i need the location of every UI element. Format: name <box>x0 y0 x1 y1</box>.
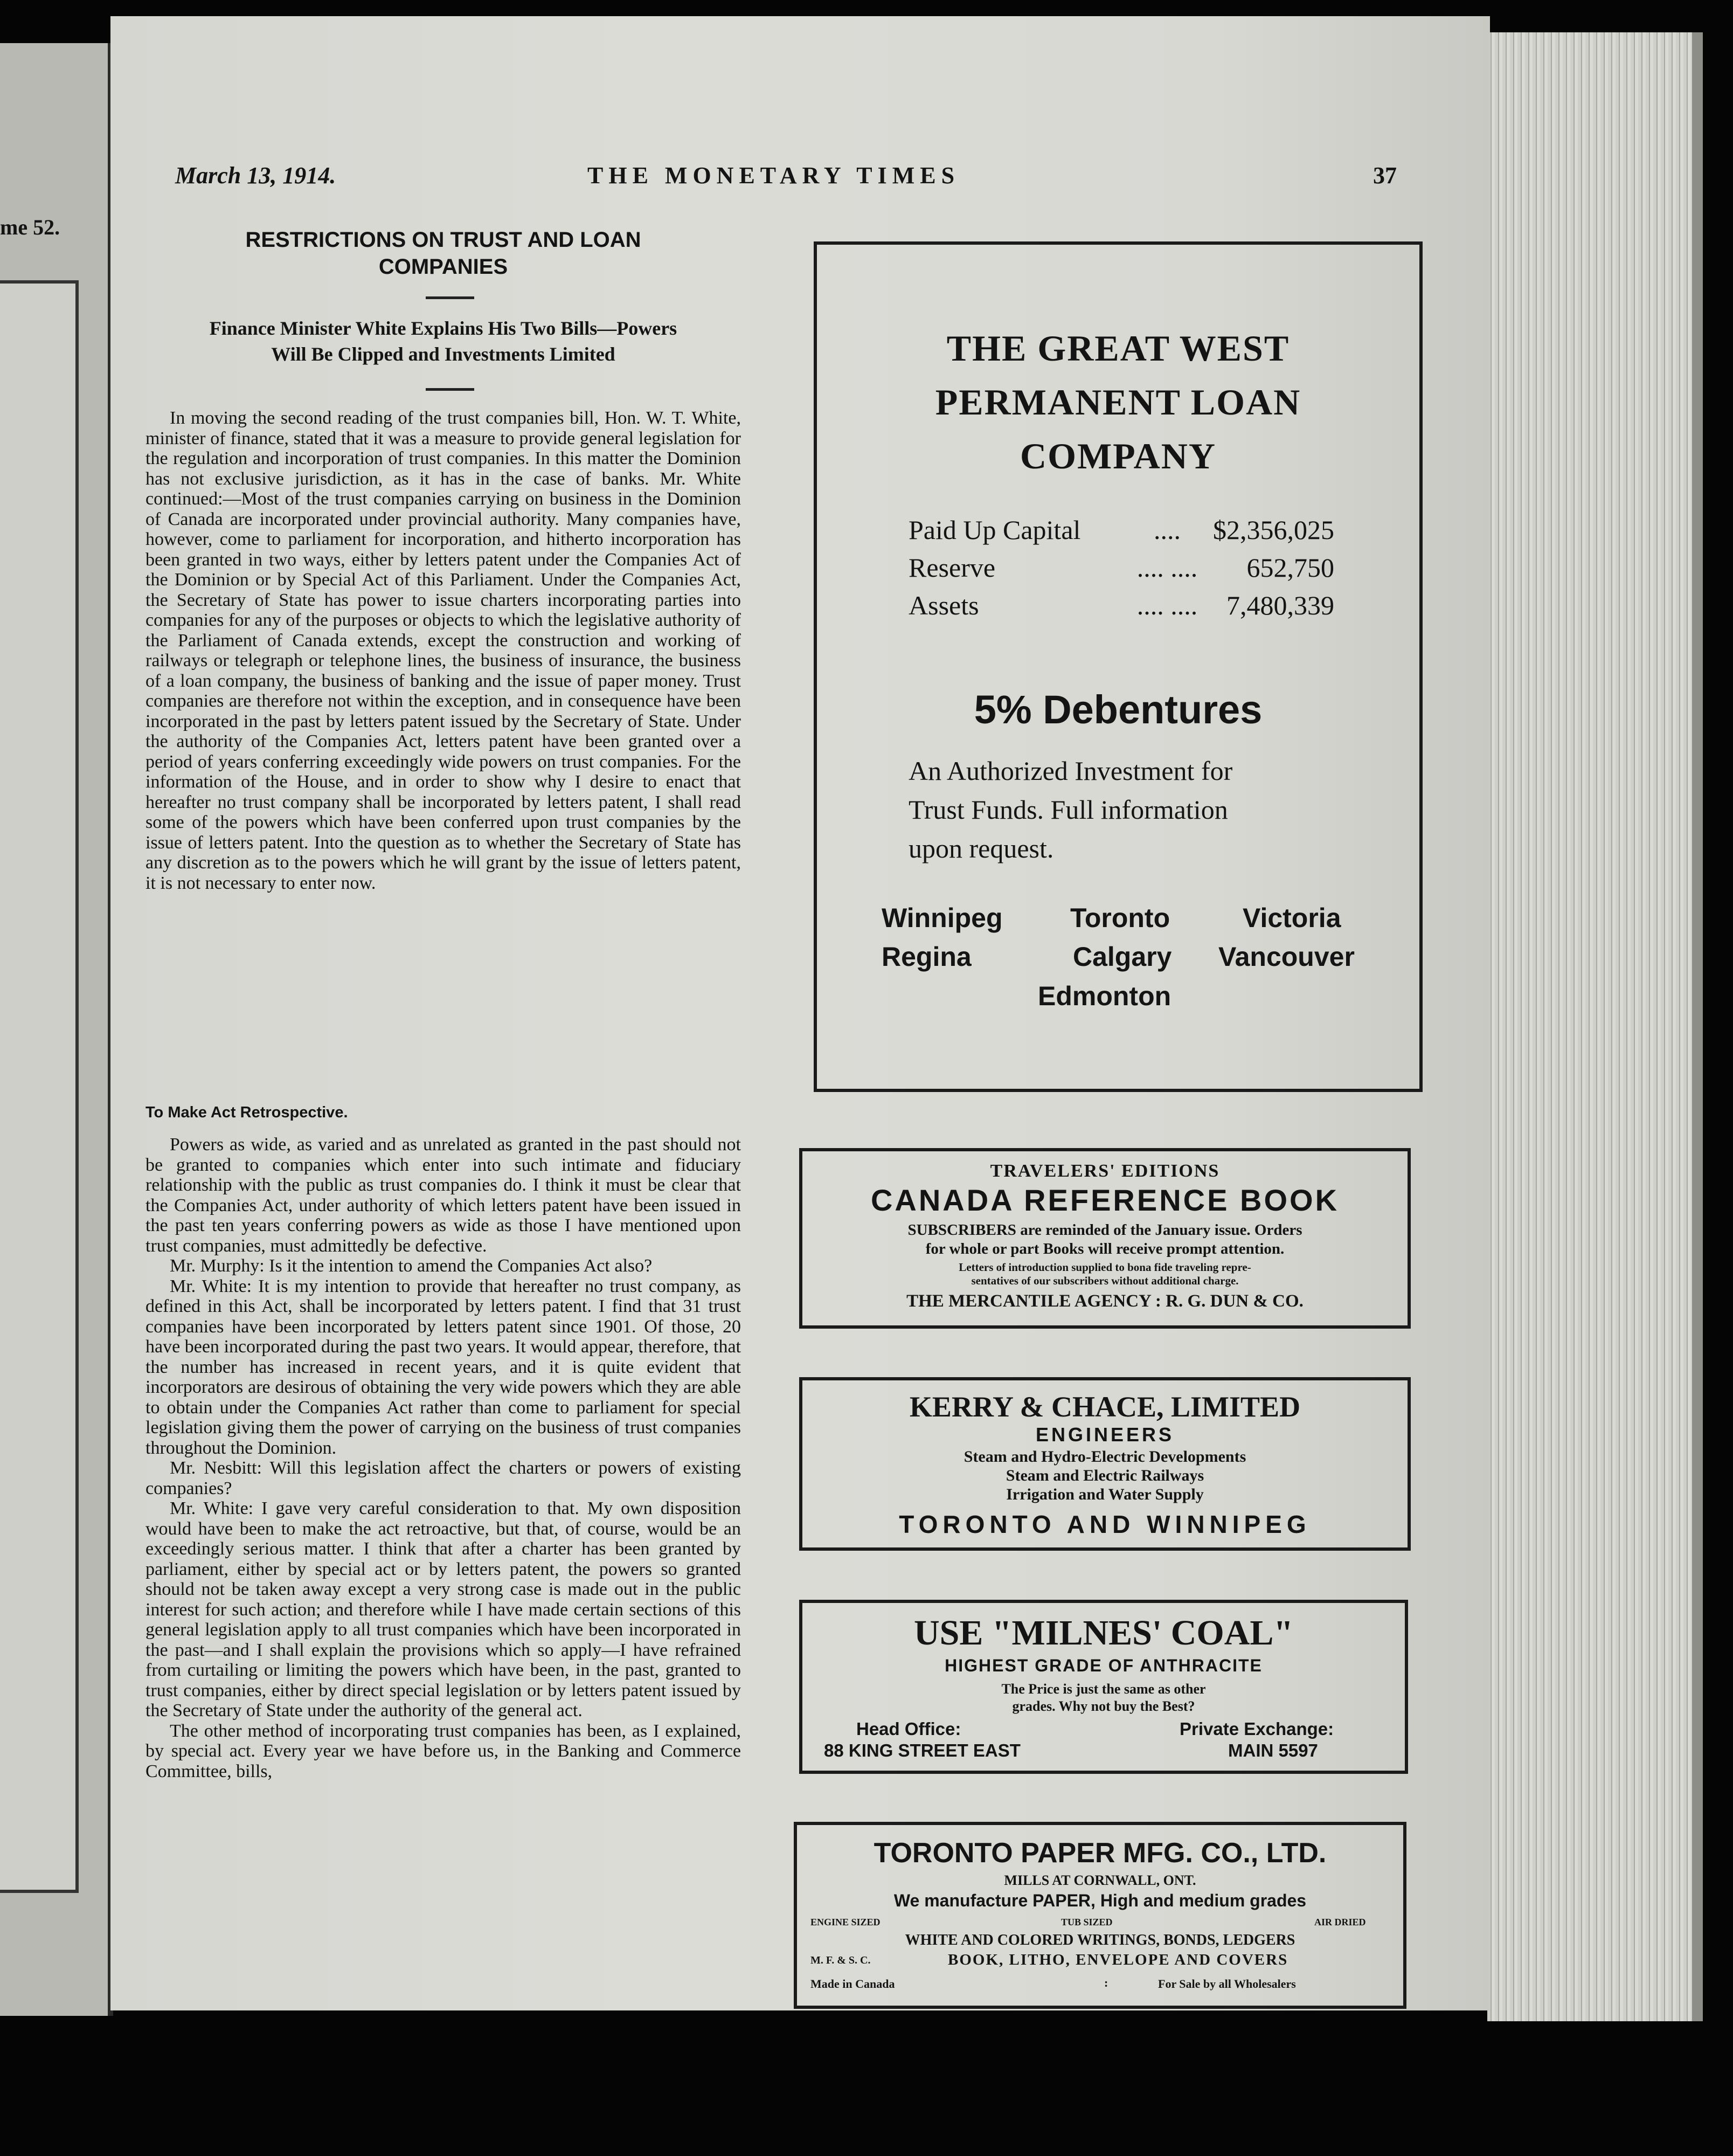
article-paragraph: In moving the second reading of the trust companies bill, Hon. W. T. White, minister of finance, stated that it was a measure to provide general legislation for the regulation and incorporation of trust companies. In this matter the Dominion has not exclusive jurisdiction, as it has in the case of banks. Mr. White continued:—Most of the trust companies carrying on business in the Dominion of Canada are incorporated under provincial authority. Many companies have, however, come to parliament for incorporation, and hitherto incorporation has been granted in two ways, either by letters patent under the Companies Act of the Dominion or by Special Act of this Parliament. Under the Companies Act, the Secretary of State has power to issue charters incorporating parties into companies for any of the purposes or objects to which the legislative authority of the Parliament of Canada extends, except the construction and working of railways or telegraph or telephone lines, the business of insurance, the business of a loan company, the business of banking and the issue of paper money. Trust companies are therefore not within the exception, and in consequence have been incorporated in the past by letters patent issued by the Secretary of State. Under the authority of the Companies Act, letters patent have been granted over a period of years conferring exceedingly wide powers on trust companies. For the information of the House, and in order to show why I desire to enact that hereafter no trust company shall be incorporated by letters patent, I shall read some of the powers which have been conferred upon trust companies by the issue of letters patent. Into the question as to whether the Secretary of State has any discretion as to the powers which he will grant by the issue of letters patent, it is not necessary to enter now. <box>145 408 741 893</box>
toronto-paper-ad <box>794 1822 1406 2009</box>
financial-value: 652,750 <box>1246 552 1334 583</box>
article-paragraph: Mr. Murphy: Is it the intention to amend the Companies Act also? <box>170 1256 653 1276</box>
ad-line: TRAVELERS' EDITIONS <box>990 1161 1220 1181</box>
previous-page-label: me 52. <box>0 215 60 239</box>
leader-dots: .... <box>1154 515 1181 545</box>
article-paragraph: Mr. White: I gave very careful consideration to that. My own disposition would have been to make the act retroactive, but that, of course, would be an exceedingly serious matter. I think that after a charter has been granted by parliament, either by special act or by letters patent, the powers so granted should not be taken away except a very strong case is made out in the public interest for such action; and therefore while I have made certain sections of this general legislation apply to all trust companies which have been incorporated in the past—and I shall explain the provisions which so apply—I have refrained from curtailing or limiting the powers which have been, in the past, granted to trust companies, either by direct special legislation or by letters patent issued by the Secretary of State under the authority of the general act. <box>145 1498 741 1720</box>
grade-label: AIR DRIED <box>1314 1917 1366 1927</box>
city-name: Regina <box>882 942 972 972</box>
ad-line: MILLS AT CORNWALL, ONT. <box>1004 1872 1196 1888</box>
milnes-coal-ad <box>799 1600 1408 1774</box>
leader-dots: .... .... <box>1136 552 1198 583</box>
financial-value: $2,356,025 <box>1213 515 1334 545</box>
description-line: Trust Funds. Full information <box>909 794 1228 825</box>
book-page-edges <box>1487 32 1703 2021</box>
article-subhead <box>145 315 741 367</box>
ad-line: grades. Why not buy the Best? <box>1012 1698 1195 1714</box>
head-office-address: 88 KING STREET EAST <box>824 1740 1021 1760</box>
ad-line: Steam and Hydro-Electric Developments <box>963 1448 1246 1466</box>
city-name: Winnipeg <box>882 903 1003 933</box>
article-title-line: COMPANIES <box>378 255 508 279</box>
leader-dots: .... .... <box>1136 590 1198 620</box>
ad-line: We manufacture PAPER, High and medium grades <box>893 1891 1307 1910</box>
issue-date: March 13, 1914. <box>175 162 336 189</box>
debentures-heading: 5% Debentures <box>974 687 1263 732</box>
financial-value: 7,480,339 <box>1226 590 1334 620</box>
kerry-chace-ad <box>799 1377 1411 1551</box>
made-in-canada: Made in Canada <box>810 1977 895 1991</box>
head-office-label: Head Office: <box>856 1719 961 1739</box>
book-edge-shadow <box>1692 32 1703 2021</box>
article-body-part-2 <box>145 1135 741 1781</box>
description-line: upon request. <box>909 833 1054 863</box>
previous-page-edge <box>0 43 113 2016</box>
ad-title-line: COMPANY <box>1020 436 1216 476</box>
city-name: Toronto <box>1070 903 1170 933</box>
subhead-line: Will Be Clipped and Investments Limited <box>271 343 615 365</box>
ad-line: Letters of introduction supplied to bona fide traveling repre- <box>959 1261 1251 1274</box>
ad-title <box>817 321 1419 483</box>
ad-line: WHITE AND COLORED WRITINGS, BONDS, LEDGERS <box>905 1932 1295 1948</box>
financial-label: Paid Up Capital <box>909 515 1081 545</box>
ad-line: Steam and Electric Railways <box>1006 1467 1204 1484</box>
previous-page-box <box>0 280 79 1893</box>
financial-row <box>909 514 1334 545</box>
grade-label: TUB SIZED <box>1061 1917 1113 1927</box>
grade-label: ENGINE SIZED <box>810 1917 881 1927</box>
page-number: 37 <box>1373 162 1397 189</box>
ad-line: KERRY & CHACE, LIMITED <box>909 1391 1301 1423</box>
title-rule <box>426 296 474 299</box>
ad-title-line: PERMANENT LOAN <box>935 382 1301 423</box>
masthead: THE MONETARY TIMES <box>587 162 960 189</box>
city-name: Vancouver <box>1218 942 1355 972</box>
ad-line: CANADA REFERENCE BOOK <box>870 1183 1340 1217</box>
city-name: Calgary <box>1073 942 1172 972</box>
article-paragraph: The other method of incorporating trust companies has been, as I explained, by special act. Every year we have before us, in the Banking and Commerce Committee, bills, <box>145 1720 741 1781</box>
article-title <box>145 226 741 280</box>
ad-title-line: THE GREAT WEST <box>946 328 1290 369</box>
ad-line: SUBSCRIBERS are reminded of the January issue. Orders <box>907 1221 1302 1239</box>
financial-label: Assets <box>909 590 979 620</box>
article-body-part-1 <box>145 408 741 893</box>
ad-line: Irrigation and Water Supply <box>1006 1485 1204 1503</box>
financial-label: Reserve <box>909 552 996 583</box>
ad-line-left: M. F. & S. C. <box>810 1954 871 1966</box>
article-paragraph: Mr. White: It is my intention to provide that hereafter no trust company, as defined in this Act, shall be incorporated by letters patent. I find that 31 trust companies have been incorporated by letters patent since 1901. Of those, 20 have been incorporated during the past two years. It would appear, therefore, that the number has increased in recent years, and it is quite evident that incorporators are desirous of obtaining the very wide powers which they are able to obtain under the Companies Act rather than come to parliament for special legislation giving them the power of carrying on the business of trust companies throughout the Dominion. <box>145 1276 741 1458</box>
financial-row <box>909 552 1334 583</box>
description-line: An Authorized Investment for <box>909 756 1233 786</box>
ad-line: USE "MILNES' COAL" <box>913 1613 1294 1653</box>
city-name: Victoria <box>1243 903 1341 933</box>
ad-line: sentatives of our subscribers without additional charge. <box>971 1274 1239 1287</box>
ad-line: The Price is just the same as other <box>1001 1681 1206 1697</box>
ad-line: TORONTO PAPER MFG. CO., LTD. <box>874 1837 1327 1869</box>
ad-line: TORONTO AND WINNIPEG <box>899 1510 1311 1538</box>
ad-line: for whole or part Books will receive prompt attention. <box>925 1240 1285 1257</box>
subhead-line: Finance Minister White Explains His Two Bills—Powers <box>209 317 677 339</box>
ad-line: HIGHEST GRADE OF ANTHRACITE <box>945 1656 1263 1675</box>
ad-line-right: BOOK, LITHO, ENVELOPE AND COVERS <box>948 1951 1288 1968</box>
exchange-number: MAIN 5597 <box>1228 1740 1318 1760</box>
debentures-description <box>909 751 1329 868</box>
exchange-label: Private Exchange: <box>1180 1719 1334 1739</box>
subhead-rule <box>426 388 474 391</box>
separator: : <box>1104 1976 1108 1989</box>
great-west-loan-ad <box>814 241 1423 1092</box>
ad-line: THE MERCANTILE AGENCY : R. G. DUN & CO. <box>906 1291 1304 1311</box>
financial-row <box>909 590 1334 621</box>
article-paragraph: Powers as wide, as varied and as unrelated as granted in the past should not be granted to companies which enter into such intimate and fiduciary relationship with the public as trust companies do. I think it must be clear that the Companies Act, under authority of which letters patent have been issued in the past ten years conferring powers as wide as those I have mentioned upon trust companies, must admittedly be defective. <box>145 1135 741 1256</box>
city-name: Edmonton <box>1038 981 1171 1011</box>
for-sale-note: For Sale by all Wholesalers <box>1158 1977 1296 1991</box>
ad-line: ENGINEERS <box>1035 1423 1175 1446</box>
canada-reference-book-ad <box>799 1148 1411 1329</box>
section-heading: To Make Act Retrospective. <box>145 1104 348 1121</box>
article-paragraph: Mr. Nesbitt: Will this legislation affect the charters or powers of existing companies? <box>145 1458 741 1498</box>
article-title-line: RESTRICTIONS ON TRUST AND LOAN <box>245 228 641 252</box>
